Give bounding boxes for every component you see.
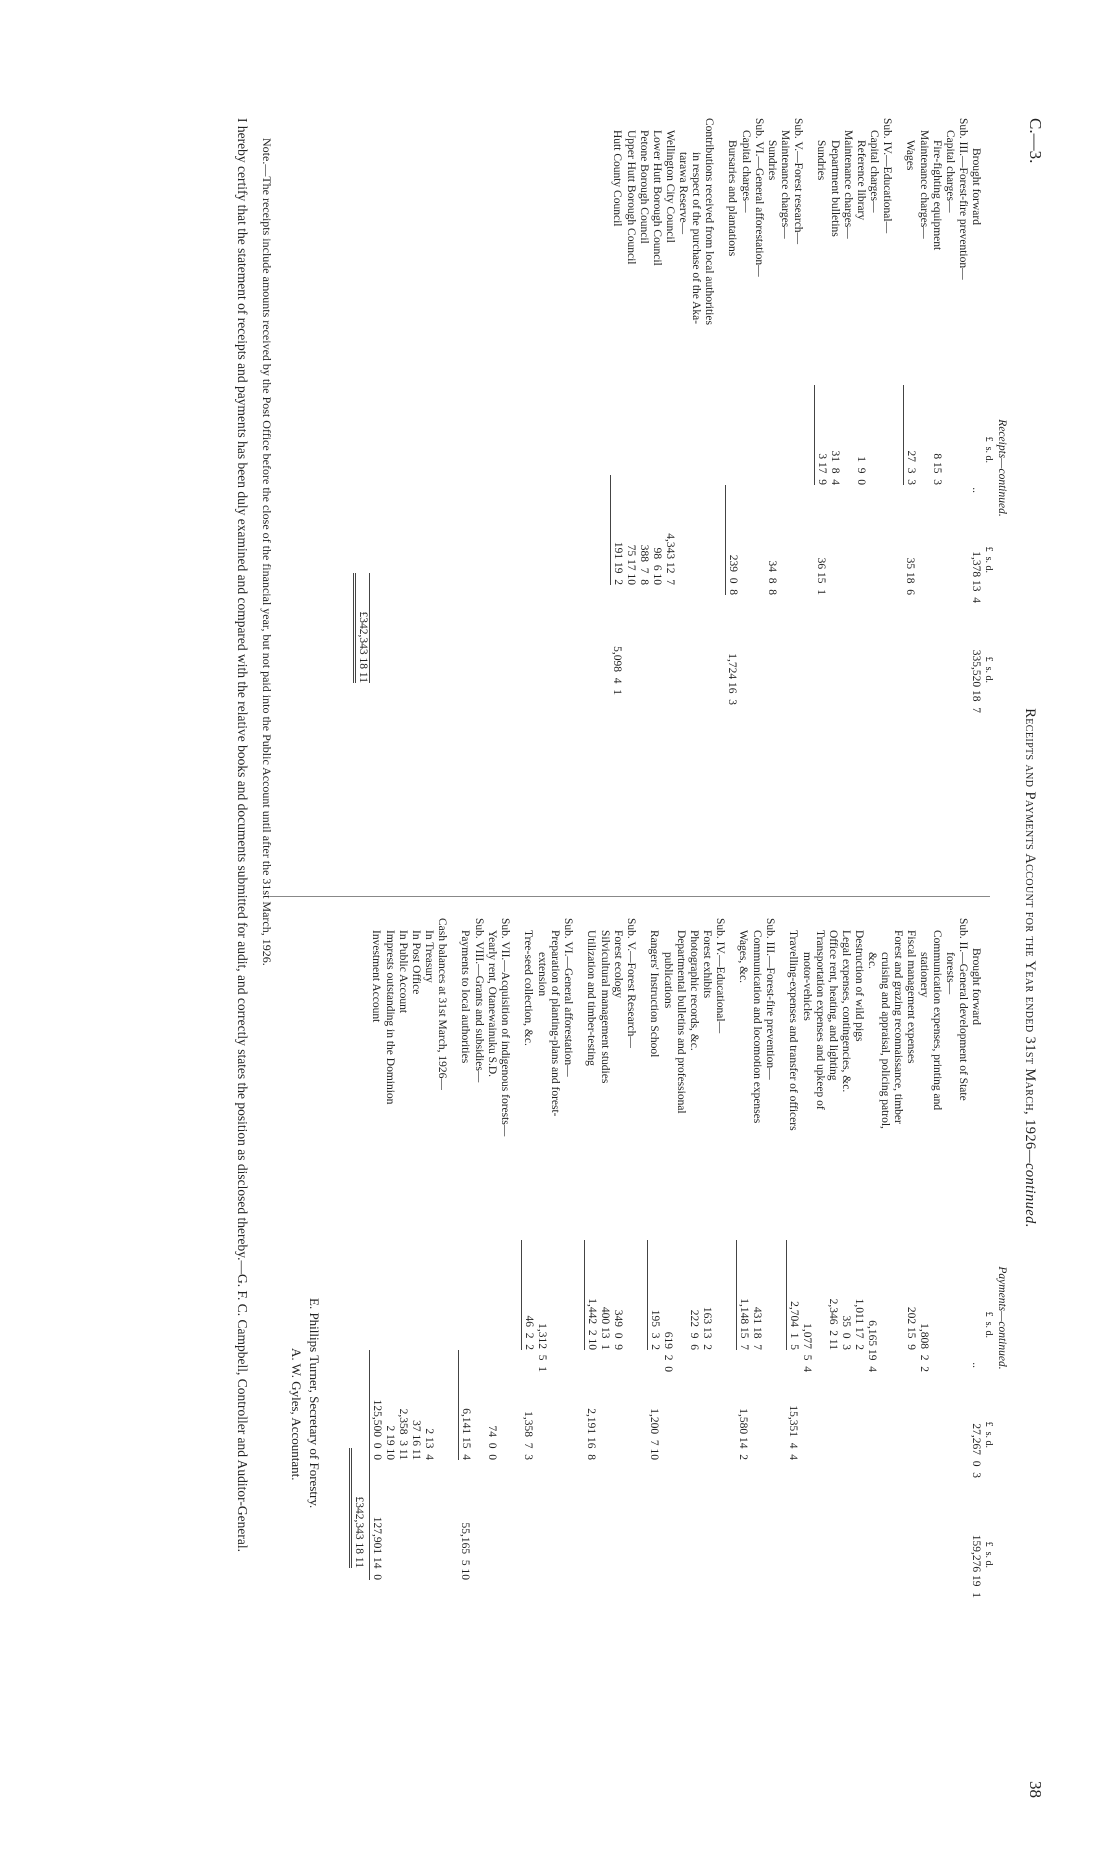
table-row: Sub. IV.—Educational— xyxy=(881,118,893,234)
table-row: Sundries 34 8 8 xyxy=(766,140,778,595)
table-row: Forest exhibits 163 13 2 xyxy=(701,930,713,1350)
signature-accountant: A. W. Gyles, Accountant. xyxy=(289,1348,304,1481)
table-row: Silvicultural management studies 400 13 1 xyxy=(599,930,611,1350)
page-title xyxy=(1021,118,1038,1818)
table-row: Sub. IV.—Educational— xyxy=(714,918,726,1034)
table-row: Rangers' Instruction School 195 3 2 1,200 7 10 xyxy=(648,930,661,1460)
table-row: Maintenance charges— xyxy=(842,130,854,239)
units-a1: £ s. d. xyxy=(983,436,994,463)
table-row: In Treasury 2 13 4 xyxy=(423,930,435,1460)
table-row: Brought forward .. 27,267 0 3 159,276 19 1 xyxy=(970,948,982,1598)
units-a3: £ s. d. xyxy=(983,1541,994,1568)
table-row: Communication expenses, printing and xyxy=(931,930,943,1111)
payments-total-row xyxy=(349,918,365,1818)
table-row: Maintenance charges— xyxy=(779,130,791,239)
table-row: Departmental bulletins and professional xyxy=(675,930,687,1114)
rotated-document xyxy=(50,118,1050,1818)
table-row: In Public Account 2,358 3 11 xyxy=(397,930,409,1460)
table-row: Capital charges— xyxy=(944,130,956,213)
table-row: Payments to local authorities 6,141 15 4 55,165 5 10 xyxy=(459,930,472,1580)
table-row: Yearly rent, Otanewainuku S.D. 74 0 0 xyxy=(486,930,498,1460)
table-row: in respect of the purchase of the Aka- xyxy=(690,152,702,325)
title-main: Receipts and Payments Account for the Year ended 31st March, 1926 xyxy=(1022,708,1038,1150)
table-row: publications 619 2 0 xyxy=(662,952,674,1372)
table-row: Fire-fighting equipment 8 15 3 xyxy=(931,140,943,485)
document-code: C.—3. xyxy=(1026,118,1045,164)
units-a1: £ s. d. xyxy=(983,1311,994,1338)
table-row: Sub. V.—Forest research— xyxy=(792,118,804,245)
table-row: &c. 6,165 19 4 xyxy=(866,952,878,1372)
table-row: Sub. VI.—General afforestation— xyxy=(753,118,765,277)
table-row: Brought forward .. 1,378 13 4 335,520 18 7 xyxy=(970,148,982,713)
units-row xyxy=(982,918,995,1818)
table-row: Imprests outstanding in the Dominion 2 19 10 xyxy=(384,930,396,1460)
signature-secretary: E. Phillips Turner, Secretary of Forestry. xyxy=(307,1298,322,1509)
table-row: Sub. V.—Forest Research— xyxy=(625,918,637,1048)
table-row: Cash balances at 31st March, 1926— xyxy=(436,918,448,1090)
table-row: Destruction of wild pigs 1,011 17 2 xyxy=(853,930,865,1350)
payments-column xyxy=(349,918,1008,1818)
table-row: Sub. VIII.—Grants and subsidies— xyxy=(473,918,485,1083)
table-row: Utilization and timber-testing 1,442 2 10 2,191 16 8 xyxy=(585,930,598,1460)
table-row: Fiscal management expenses 202 15 9 xyxy=(905,930,917,1350)
table-row: Upper Hutt Borough Council 75 17 10 xyxy=(625,130,637,585)
units-row xyxy=(982,118,995,878)
payments-heading: Payments—continued. xyxy=(996,1266,1008,1370)
title-continued: —continued. xyxy=(1022,1149,1038,1228)
table-row: Office rent, heating, and lighting 2,346 2 11 xyxy=(827,930,839,1350)
table-row: forests— xyxy=(944,952,956,995)
receipts-heading: Receipts—continued. xyxy=(996,419,1008,517)
page-number: 38 xyxy=(1026,1781,1045,1798)
receipts-column xyxy=(353,118,1008,878)
table-row: Bursaries and plantations 239 0 8 1,724 16 3 xyxy=(726,140,739,705)
audit-certificate: I hereby certify that the statement of receipts and payments has been duly examined and compared with the relative books and documents submitted for audit, and correctly states the position as disclosed thereby.—G. F. C. Campbell, Controller and Auditor-General. xyxy=(235,118,250,1552)
table-row: Maintenance charges— xyxy=(918,130,930,239)
table-row: Wages 27 3 3 35 18 6 xyxy=(904,140,917,595)
table-row: Communication and locomotion expenses 431 18 7 xyxy=(751,930,763,1350)
table-row: Wellington City Council 4,343 12 7 xyxy=(664,130,676,585)
table-row: motor-vehicles 1,077 5 4 xyxy=(801,952,813,1372)
receipts-total-row xyxy=(353,118,370,878)
units-a2: £ s. d. xyxy=(983,546,994,573)
table-row: Sub. VII.—Acquisition of indigenous forests— xyxy=(499,918,511,1137)
table-row: Capital charges— xyxy=(868,130,880,213)
table-row: Wages, &c. 1,148 15 7 1,580 14 2 xyxy=(737,930,750,1460)
table-row: Forest ecology 349 0 9 xyxy=(612,930,624,1350)
table-row: Investment Account 125,500 0 0 127,901 14 0 xyxy=(370,930,383,1580)
table-row: In Post Office 37 16 11 xyxy=(410,930,422,1460)
receipts-total: £342,343 18 11 xyxy=(353,573,370,683)
table-row: Sub. II.—General development of State xyxy=(957,918,969,1101)
footnote: Note.—The receipts include amounts received by the Post Office before the close of the financial year, but not paid into the Public Account until after the 31st March, 1926. xyxy=(260,138,274,966)
table-row: Petone Borough Council 388 7 8 xyxy=(638,130,650,585)
table-row: Forest and grazing reconnaissance, timber xyxy=(892,930,904,1124)
table-row: Tree-seed collection, &c. 46 2 2 1,358 7 3 xyxy=(522,930,535,1460)
table-row: Legal expenses, contingencies, &c. 35 0 3 xyxy=(840,930,852,1350)
table-row: cruising and appraisal, policing patrol, xyxy=(879,952,891,1129)
table-row: tarawa Reserve— xyxy=(677,152,689,235)
payments-total: £342,343 18 11 xyxy=(349,1448,365,1568)
table-row: stationery 1,808 2 2 xyxy=(918,952,930,1372)
table-row: Reference library 1 9 0 xyxy=(855,140,867,485)
units-a2: £ s. d. xyxy=(983,1421,994,1448)
units-a3: £ s. d. xyxy=(983,656,994,683)
table-row: Sundries 3 17 9 36 15 1 xyxy=(815,140,828,595)
table-row: Capital charges— xyxy=(740,130,752,213)
table-row: Preparation of planting-plans and forest- xyxy=(549,930,561,1117)
table-row: Contributions received from local authorities xyxy=(703,118,715,325)
table-row: extension 1,312 5 1 xyxy=(536,952,548,1372)
table-row: Transportation expenses and upkeep of xyxy=(814,930,826,1110)
table-row: Sub. III.—Forest-fire prevention— xyxy=(764,918,776,1080)
table-row: Travelling-expenses and transfer of officers 2,704 1 5 15,351 4 4 xyxy=(787,930,800,1460)
table-row: Sub. VI.—General afforestation— xyxy=(562,918,574,1077)
table-row: Department bulletins 31 8 4 xyxy=(829,140,841,485)
table-row: Hutt County Council 191 19 2 5,098 4 1 xyxy=(611,130,624,695)
table-row: Photographic records, &c. 222 9 6 xyxy=(688,930,700,1350)
table-row: Sub. III.—Forest-fire prevention— xyxy=(957,118,969,280)
table-row: Lower Hutt Borough Council 98 6 10 xyxy=(651,130,663,585)
column-divider xyxy=(270,896,990,897)
